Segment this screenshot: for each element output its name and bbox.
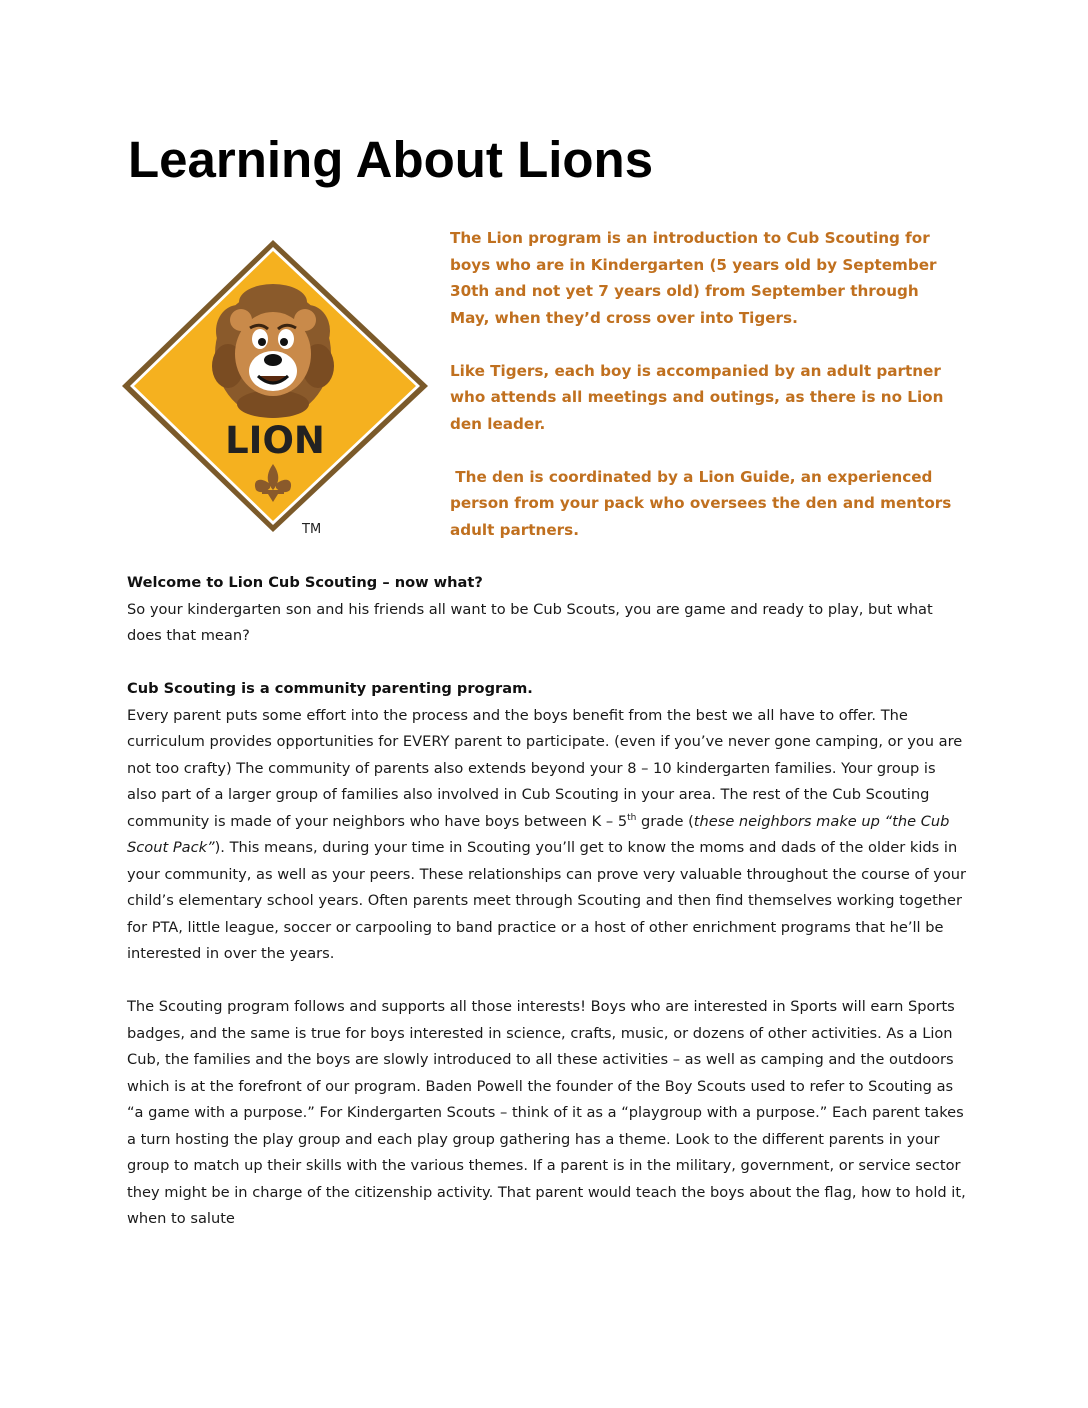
section-heading-community: Cub Scouting is a community parenting program. xyxy=(127,680,533,697)
badge-word: LION xyxy=(225,419,325,462)
section-text-program: The Scouting program follows and supports all those interests! Boys who are interested in Sports will earn Sports badges, and the same is true for boys interested in science, crafts, music, or dozens of other activities. As a Lion Cub, the families and the boys are slowly introduced to all these activities – as well as camping and the outdoors which is at the forefront of our program. Baden Powell the founder of the Boy Scouts used to refer to Scouting as “a game with a purpose.” For Kindergarten Scouts – think of it as a “playgroup with a purpose.” Each parent takes a turn hosting the play group and each play group gathering has a theme. Look to the different parents in your group to match up their skills with the various themes. If a parent is in the military, government, or service sector they might be in charge of the citizenship activity. That parent would teach the boys about the flag, how to hold it, when to salute xyxy=(127,998,966,1227)
section-text-community-c: ). This means, during your time in Scouting you’ll get to know the moms and dads of the older kids in your community, as well as your peers. These relationships can prove very valuable throughout the course of your child’s elementary school years. Often parents meet through Scouting and then find themselves working together for PTA, little league, soccer or carpooling to band practice or a host of other enrichment programs that he’ll be interested in over the years. xyxy=(127,839,967,962)
section-text-community-a: Every parent puts some effort into the process and the boys benefit from the best we all have to offer. The curriculum provides opportunities for EVERY parent to participate. (even if you’ve never gone camping, or you are not too crafty) The community of parents also extends beyond your 8 – 10 kindergarten families. Your group is also part of a larger group of families also involved in Cub Scouting in your area. The rest of the Cub Scouting community is made of your neighbors who have boys between K – 5 xyxy=(127,706,963,830)
page-title: Learning About Lions xyxy=(128,131,654,188)
intro-paragraph-2: Like Tigers, each boy is accompanied by an adult partner who attends all meetings and outings, as there is no Lion den leader. xyxy=(450,361,944,433)
trademark-mark: TM xyxy=(302,522,322,537)
section-community xyxy=(127,676,967,968)
intro-column xyxy=(450,225,960,543)
intro-paragraph-1: The Lion program is an introduction to Cub Scouting for boys who are in Kindergarten (5 years old by September 30th and not yet 7 years old) from September through May, when they’d cross over into Tigers. xyxy=(450,229,937,327)
section-text-welcome: So your kindergarten son and his friends all want to be Cub Scouts, you are game and ready to play, but what does that mean? xyxy=(127,600,933,644)
body-text xyxy=(127,570,967,1259)
section-welcome xyxy=(127,570,967,650)
intro-paragraph-3: The den is coordinated by a Lion Guide, an experienced person from your pack who oversees the den and mentors adult partners. xyxy=(450,467,957,539)
lion-badge-icon xyxy=(120,236,430,538)
lion-nose xyxy=(264,354,282,366)
superscript-th: th xyxy=(627,812,637,823)
lion-logo xyxy=(120,236,430,538)
section-text-community-italic: these neighbors make up “the Cub Scout Pack” xyxy=(127,812,950,856)
section-text-community-b: grade ( xyxy=(636,812,694,830)
section-program xyxy=(127,994,967,1233)
section-heading-welcome: Welcome to Lion Cub Scouting – now what? xyxy=(127,574,483,591)
